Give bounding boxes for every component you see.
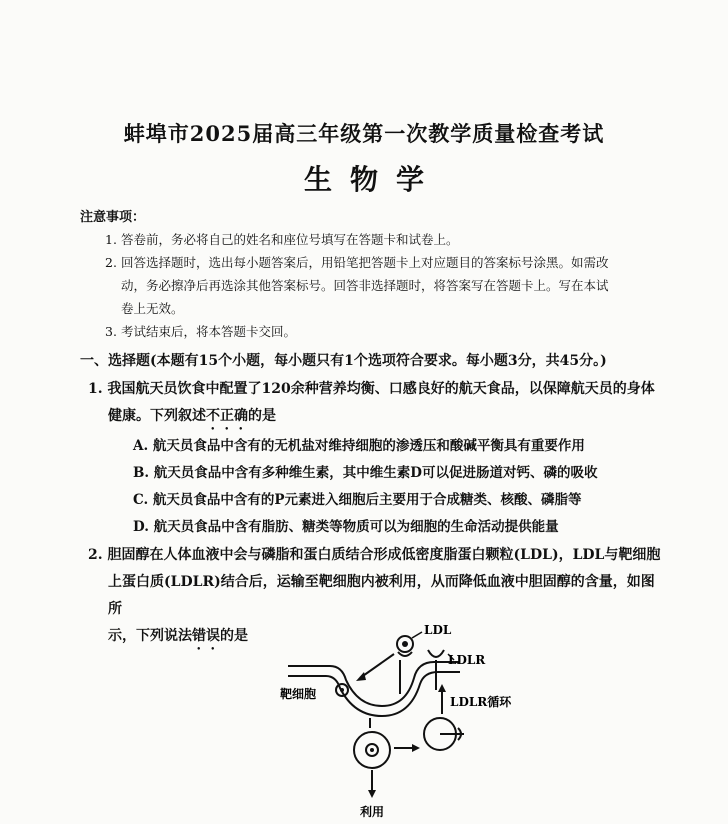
question-2: 2. 胆固醇在人体血液中会与磷脂和蛋白质结合形成低密度脂蛋白颗粒(LDL)，LDL与靶细胞 上蛋白质(LDLR)结合后，运输至靶细胞内被利用，从而降低血液中胆固醇的含量，如图所 示，下列说法错误的是	[88, 547, 661, 644]
ldl-diagram	[260, 620, 550, 820]
label-use: 利用	[360, 805, 385, 819]
option-b: B. 航天员食品中含有多种维生素，其中维生素D可以促进肠道对钙、磷的吸收	[133, 465, 598, 481]
label-ldl: LDL	[424, 623, 452, 637]
note-item-1: 1. 答卷前，务必将自己的姓名和座位号填写在答题卡和试卷上。	[105, 232, 459, 247]
exam-title: 蚌埠市2025届高三年级第一次教学质量检查考试	[123, 121, 605, 146]
note-item-2: 2. 回答选择题时，选出每小题答案后，用铅笔把答题卡上对应题目的答案标号涂黑。如需改 动，务必擦净后再选涂其他答案标号。回答非选择题时，将答案写在答题卡上。写在本试 卷上无效。	[105, 251, 665, 320]
note-line: 考试结束后，将本答题卡交回。	[121, 324, 297, 339]
label-target-cell: 靶细胞	[280, 687, 317, 701]
question-text: 我国航天员饮食中配置了120余种营养均衡、口感良好的航天食品，以保障航天员的身体	[107, 381, 655, 397]
section-heading: 一、选择题(本题有15个小题，每小题只有1个选项符合要求。每小题3分，共45分。)	[80, 353, 607, 369]
option-d: D. 航天员食品中含有脂肪、糖类等物质可以为细胞的生命活动提供能量	[133, 519, 559, 535]
label-ldlr: LDLR	[448, 653, 486, 667]
note-line: 回答选择题时，选出每小题答案后，用铅笔把答题卡上对应题目的答案标号涂黑。如需改	[121, 255, 609, 270]
arrow	[360, 654, 394, 678]
note-line: 答卷前，务必将自己的姓名和座位号填写在答题卡和试卷上。	[121, 232, 459, 247]
notes-heading: 注意事项：	[80, 210, 146, 225]
question-text: 胆固醇在人体血液中会与磷脂和蛋白质结合形成低密度脂蛋白颗粒(LDL)，LDL与靶细胞	[107, 547, 661, 563]
note-line: 卷上无效。	[121, 301, 184, 316]
emphasis-text: 不正确	[206, 408, 248, 424]
question-text: 上蛋白质(LDLR)结合后，运输至靶细胞内被利用，从而降低血液中胆固醇的含量，如图所	[108, 574, 655, 617]
option-c: C. 航天员食品中含有的P元素进入细胞后主要用于合成糖类、核酸、磷脂等	[133, 492, 582, 508]
subject-title: 生物学	[303, 163, 442, 196]
question-1: 1. 我国航天员饮食中配置了120余种营养均衡、口感良好的航天食品，以保障航天员的身体 健康。下列叙述不正确的是	[88, 381, 655, 424]
ldlr-cup	[428, 650, 444, 657]
label-ldlr-cycle: LDLR循环	[450, 695, 512, 709]
note-item-3: 3. 考试结束后，将本答题卡交回。	[105, 324, 297, 339]
option-a: A. 航天员食品中含有的无机盐对维持细胞的渗透压和酸碱平衡具有重要作用	[133, 438, 585, 454]
emphasis-text: 错误	[192, 628, 220, 644]
note-line: 动，务必擦净后再选涂其他答案标号。回答非选择题时，将答案写在答题卡上。写在本试	[121, 278, 609, 293]
